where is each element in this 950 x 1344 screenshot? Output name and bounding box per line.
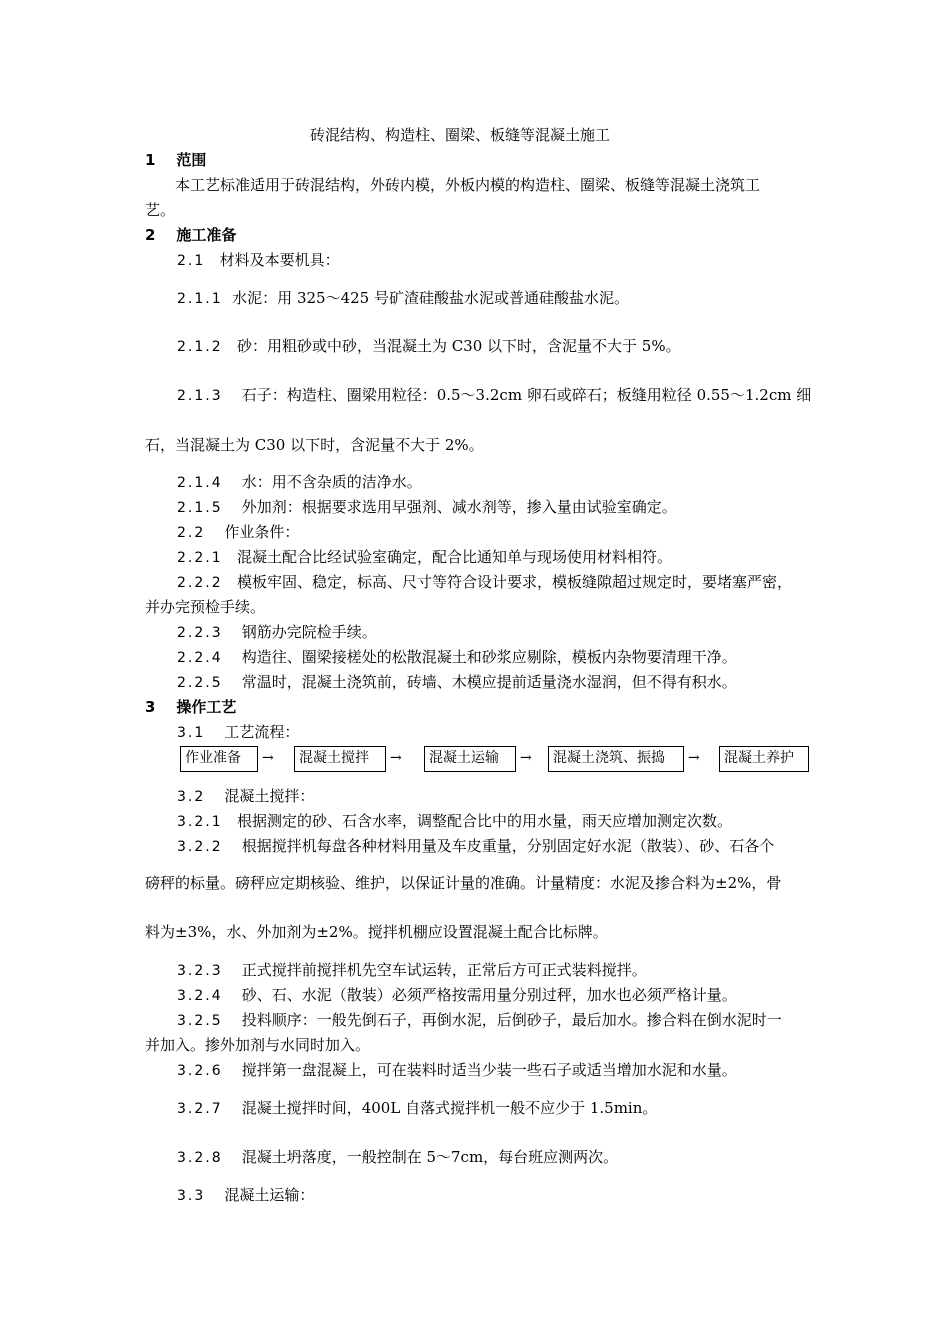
item-2-1-1 [177, 288, 629, 309]
item-3-2 [177, 786, 314, 807]
item-number: 2.2.3 [177, 625, 223, 641]
flow-step-3: 混凝土运输 [424, 746, 516, 772]
item-text: 混凝土配合比经试验室确定，配合比通知单与现场使用材料相符。 [236, 548, 672, 566]
flow-arrow: → [688, 750, 700, 766]
section-number: 3 [145, 698, 156, 716]
item-text: 根据测定的砂、石含水率，调整配合比中的用水量，雨天应增加测定次数。 [236, 812, 732, 830]
item-2-1 [177, 250, 340, 271]
item-3-2-1 [177, 811, 732, 832]
item-2-1-5 [177, 497, 677, 518]
flow-step-5: 混凝土养护 [719, 746, 809, 772]
item-3-2-5 [177, 1010, 782, 1031]
item-text: 混凝土搅拌： [224, 787, 315, 805]
item-2-1-2 [177, 336, 681, 357]
item-text: 水泥：用 325～425 号矿渣硅酸盐水泥或普通硅酸盐水泥。 [232, 289, 629, 307]
item-number: 2.2.5 [177, 675, 223, 691]
item-number: 2.1.1 [177, 291, 223, 307]
item-text: 石子：构造柱、圈梁用粒径：0.5～3.2cm 卵石或碎石；板缝用粒径 0.55～1.2cm 细 [241, 386, 812, 404]
item-number: 3.2.3 [177, 963, 223, 979]
item-number: 2.2.4 [177, 650, 223, 666]
flow-arrow: → [390, 750, 402, 766]
item-3-2-8 [177, 1147, 618, 1168]
item-text: 工艺流程： [224, 723, 300, 741]
paragraph: 本工艺标准适用于砖混结构，外砖内模，外板内模的构造柱、圈梁、板缝等混凝土浇筑工 [175, 176, 761, 194]
item-3-3 [177, 1185, 314, 1206]
item-number: 2.2 [177, 525, 206, 541]
item-number: 3.2.1 [177, 814, 223, 830]
item-2-1-3 [177, 385, 811, 406]
item-number: 2.1.3 [177, 388, 223, 404]
section-1-heading [145, 150, 206, 170]
item-text: 作业条件： [224, 523, 300, 541]
item-text: 根据搅拌机每盘各种材料用量及车皮重量，分别固定好水泥（散装）、砂、石各个 [241, 837, 775, 855]
section-number: 1 [145, 151, 156, 169]
item-text: 正式搅拌前搅拌机先空车试运转，正常后方可正式装料搅拌。 [241, 961, 647, 979]
item-3-1 [177, 722, 299, 743]
item-number: 2.1.5 [177, 500, 223, 516]
page-title: 砖混结构、构造柱、圈梁、板缝等混凝土施工 [310, 126, 611, 144]
item-number: 2.2.2 [177, 575, 223, 591]
item-2-2-2-continued: 并办完预检手续。 [145, 598, 266, 616]
flow-step-2: 混凝土搅拌 [294, 746, 386, 772]
flow-arrow: → [262, 750, 274, 766]
item-2-2-1 [177, 547, 672, 568]
item-number: 3.2.7 [177, 1101, 223, 1117]
flow-step-1: 作业准备 [180, 746, 258, 772]
item-number: 3.2.2 [177, 839, 223, 855]
item-text: 外加剂：根据要求选用早强剂、减水剂等，掺入量由试验室确定。 [241, 498, 677, 516]
item-2-1-3-continued: 石，当混凝土为 C30 以下时，含泥量不大于 2%。 [145, 436, 484, 454]
section-title: 施工准备 [176, 226, 237, 244]
item-3-2-4 [177, 985, 737, 1006]
item-2-2-2 [177, 572, 792, 593]
flow-step-4: 混凝土浇筑、振捣 [548, 746, 684, 772]
flow-arrow: → [520, 750, 532, 766]
item-text: 混凝土运输： [224, 1186, 315, 1204]
item-number: 2.1.4 [177, 475, 223, 491]
item-number: 3.2.6 [177, 1063, 223, 1079]
item-text: 混凝土搅拌时间，400L 自落式搅拌机一般不应少于 1.5min。 [241, 1099, 658, 1117]
item-2-2-5 [177, 672, 737, 693]
section-title: 范围 [176, 151, 207, 169]
item-text: 砂：用粗砂或中砂，当混凝土为 C30 以下时，含泥量不大于 5%。 [236, 337, 681, 355]
section-3-heading [145, 697, 236, 717]
section-number: 2 [145, 226, 156, 244]
item-text: 水：用不含杂质的洁净水。 [241, 473, 422, 491]
item-3-2-5-continued: 并加入。掺外加剂与水同时加入。 [145, 1036, 371, 1054]
item-number: 3.2.4 [177, 988, 223, 1004]
item-2-2-3 [177, 622, 377, 643]
item-text: 构造往、圈梁接槎处的松散混凝土和砂浆应剔除，模板内杂物要清理干净。 [241, 648, 737, 666]
item-text: 模板牢固、稳定，标高、尺寸等符合设计要求，模板缝隙超过规定时，要堵塞严密， [236, 573, 792, 591]
item-number: 3.2.8 [177, 1150, 223, 1166]
item-3-2-2-continued: 磅秤的标量。磅秤应定期核验、维护，以保证计量的准确。计量精度：水泥及掺合料为±2%，骨 [145, 874, 782, 892]
item-2-2 [177, 522, 299, 543]
item-number: 2.2.1 [177, 550, 223, 566]
item-text: 常温时，混凝土浇筑前，砖墙、木模应提前适量浇水湿润，但不得有积水。 [241, 673, 737, 691]
item-number: 3.1 [177, 725, 206, 741]
item-number: 3.2 [177, 789, 206, 805]
item-text: 钢筋办完院检手续。 [241, 623, 377, 641]
item-text: 搅拌第一盘混凝上，可在装料时适当少装一些石子或适当增加水泥和水量。 [241, 1061, 737, 1079]
item-3-2-2-continued-2: 料为±3%，水、外加剂为±2%。搅拌机棚应设置混凝土配合比标牌。 [145, 923, 608, 941]
item-number: 3.2.5 [177, 1013, 223, 1029]
item-3-2-2 [177, 836, 774, 857]
item-text: 砂、石、水泥（散装）必须严格按需用量分别过秤，加水也必须严格计量。 [241, 986, 737, 1004]
section-title: 操作工艺 [176, 698, 237, 716]
item-text: 材料及本要机具： [219, 251, 340, 269]
item-3-2-6 [177, 1060, 737, 1081]
item-3-2-3 [177, 960, 647, 981]
item-3-2-7 [177, 1098, 657, 1119]
item-number: 3.3 [177, 1188, 206, 1204]
section-2-heading [145, 225, 236, 245]
item-number: 2.1.2 [177, 339, 223, 355]
item-2-1-4 [177, 472, 422, 493]
item-2-2-4 [177, 647, 737, 668]
item-text: 混凝土坍落度，一般控制在 5～7cm，每台班应测两次。 [241, 1148, 619, 1166]
item-number: 2.1 [177, 253, 206, 269]
item-text: 投料顺序：一般先倒石子，再倒水泥，后倒砂子，最后加水。掺合料在倒水泥时一 [241, 1011, 782, 1029]
paragraph: 艺。 [145, 201, 176, 219]
